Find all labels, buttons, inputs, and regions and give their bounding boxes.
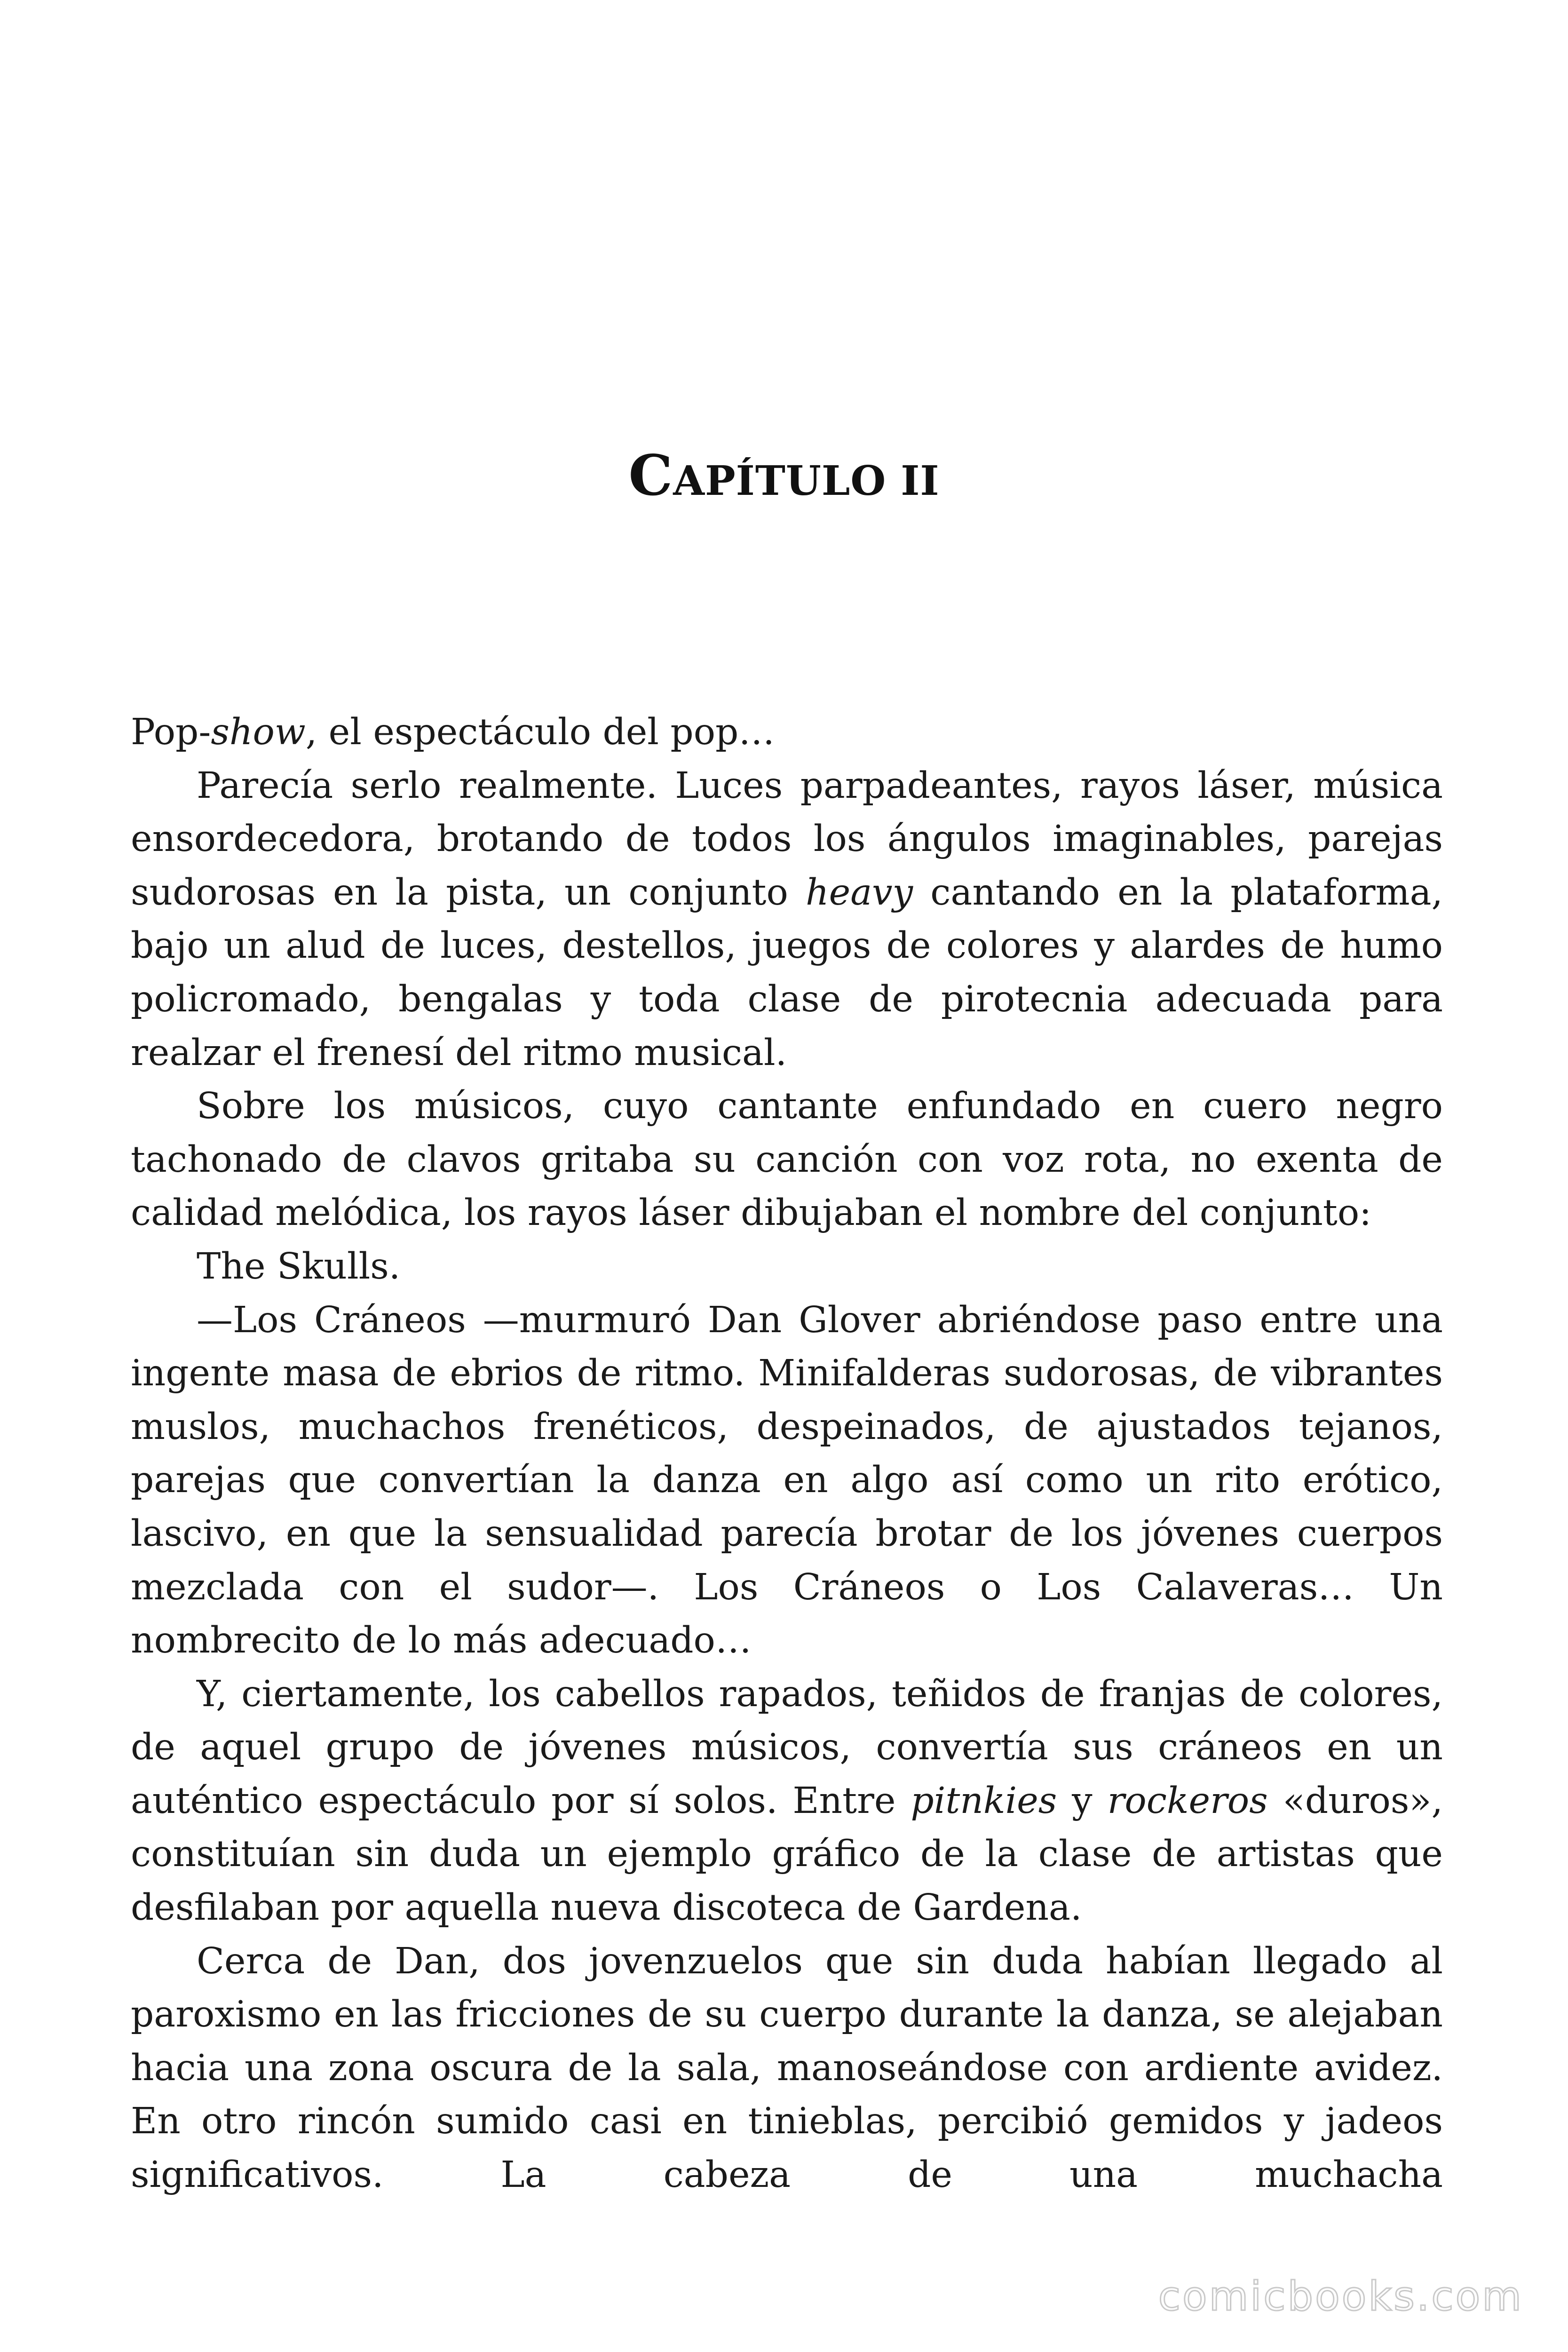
text-run: Cerca de Dan, dos jovenzuelos que sin duda habían llegado al paroxismo en las fricciones de su cuerpo durante la danza, se alejaban hacia una zona oscura de la sala, manoseándose con ardiente avidez. En otro rincón sumido casi en tinieblas, percibió gemidos y jadeos significativos. La cabeza de una muchacha [131,1940,1443,2196]
chapter-title-rest: APÍTULO II [673,457,940,505]
text-run: —Los Cráneos —murmuró Dan Glover abriéndose paso entre una ingente masa de ebrios de ritmo. Minifalderas sudorosas, de vibrantes muslos, muchachos frenéticos, despeinados, de ajustados tejanos, parejas que convertían la danza en algo así como un rito erótico, lascivo, en que la sensualidad parecía brotar de los jóvenes cuerpos mezclada con el sudor—. Los Cráneos o Los Calaveras… Un nombrecito de lo más adecuado… [131,1299,1443,1662]
paragraph [131,1668,1443,1935]
italic-term: show [211,711,306,753]
paragraph [131,1240,1443,1294]
chapter-title-initial: C [628,443,673,508]
watermark-logo: comicbooks.com [1158,2273,1523,2320]
paragraph [131,759,1443,1080]
text-run: Pop- [131,711,211,753]
italic-term: heavy [806,871,913,914]
chapter-body-text [131,706,1443,2202]
text-run: Sobre los músicos, cuyo cantante enfundado en cuero negro tachonado de clavos gritaba su canción con voz rota, no exenta de calidad melódica, los rayos láser dibujaban el nombre del conjunto: [131,1085,1443,1234]
paragraph [131,1080,1443,1240]
italic-term: pitnkies [911,1780,1057,1822]
paragraph [131,706,1443,759]
text-run: cantando en la plataforma, bajo un alud de luces, destellos, juegos de colores y alardes de humo policromado, bengalas y toda clase de pirotecnia adecuada para realzar el frenesí del ritmo musical. [131,871,1443,1074]
text-run: Y, ciertamente, los cabellos rapados, teñidos de franjas de colores, de aquel grupo de jóvenes músicos, convertía sus cráneos en un auténtico espectáculo por sí solos. Entre [131,1673,1443,1822]
paragraph [131,1294,1443,1668]
text-run: The Skulls. [197,1245,401,1287]
text-run: , el espectáculo del pop… [305,711,775,753]
text-run: «duros», constituían sin duda un ejemplo gráfico de la clase de artistas que desfilaban por aquella nueva discoteca de Gardena. [131,1780,1443,1929]
chapter-title [0,442,1568,509]
italic-term: rockeros [1107,1780,1268,1822]
text-run: y [1057,1780,1108,1822]
text-run: Parecía serlo realmente. Luces parpadeantes, rayos láser, música ensordecedora, brotando de todos los ángulos imaginables, parejas sudorosas en la pista, un conjunto [131,764,1443,914]
paragraph [131,1935,1443,2202]
